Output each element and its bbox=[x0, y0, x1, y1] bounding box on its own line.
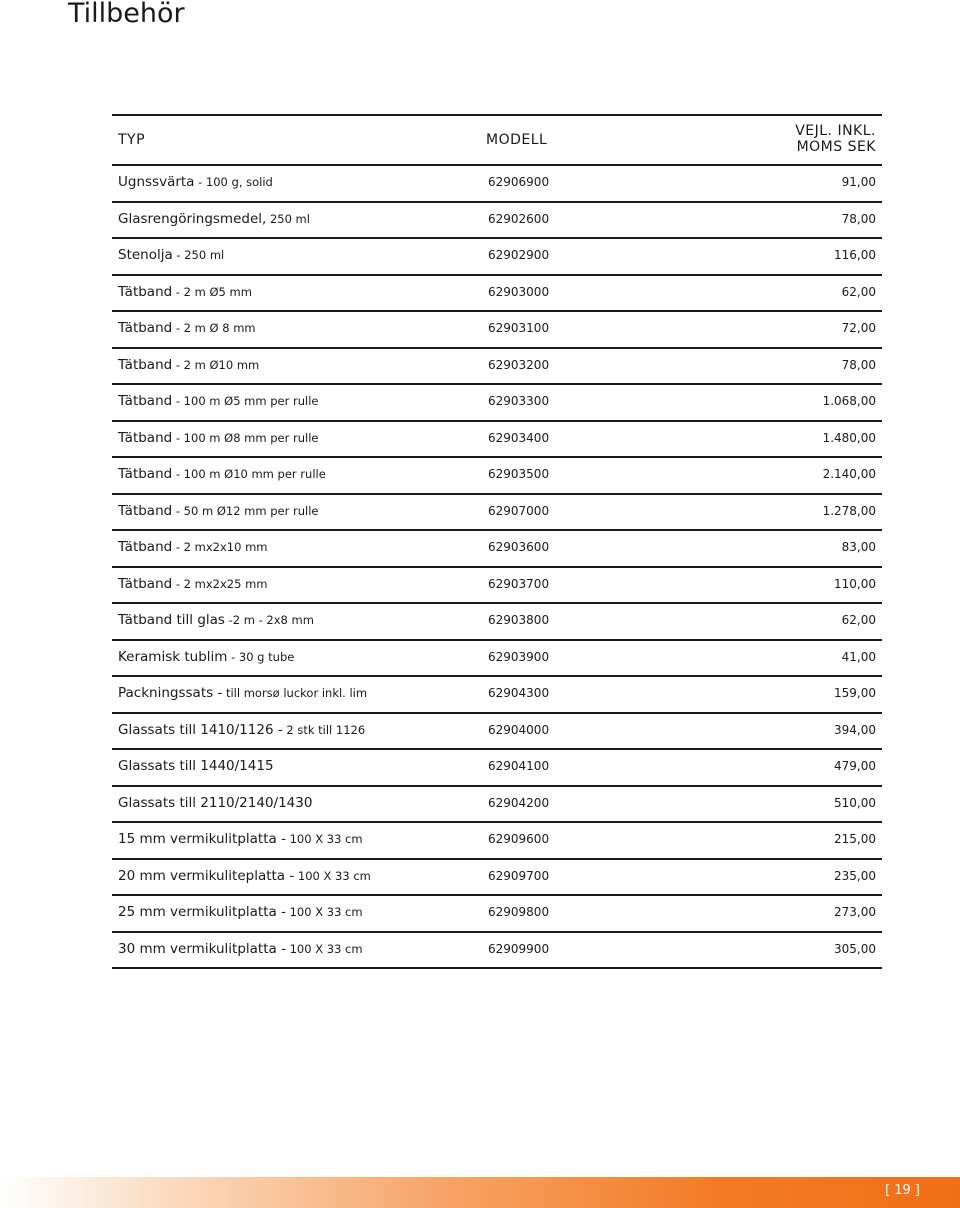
row-price: 159,00 bbox=[834, 686, 876, 700]
row-typ-detail: - 2 mx2x10 mm bbox=[172, 540, 268, 554]
row-price: 215,00 bbox=[834, 832, 876, 846]
row-price: 1.480,00 bbox=[822, 430, 876, 445]
row-typ-name: Glassats till 2110/2140/1430 bbox=[118, 794, 313, 811]
row-modell: 62903300 bbox=[488, 394, 550, 408]
table-row bbox=[112, 641, 882, 678]
row-modell: 62902900 bbox=[488, 248, 550, 262]
row-typ-detail: - 100 m Ø5 mm per rulle bbox=[172, 394, 319, 408]
row-typ bbox=[118, 795, 312, 811]
row-price: 41,00 bbox=[841, 649, 876, 664]
table-row bbox=[112, 750, 882, 787]
row-typ-detail: - 100 m Ø10 mm per rulle bbox=[172, 467, 326, 481]
row-modell: 62909700 bbox=[488, 868, 550, 883]
row-typ-detail: - 2 m Ø10 mm bbox=[172, 357, 260, 372]
row-modell: 62906900 bbox=[488, 175, 550, 189]
row-modell: 62909900 bbox=[488, 941, 550, 956]
row-typ-name: Tätband bbox=[118, 393, 173, 409]
table-row bbox=[112, 933, 882, 970]
row-typ bbox=[118, 430, 318, 446]
row-typ-detail: 100 X 33 cm bbox=[294, 868, 371, 883]
row-modell: 62904300 bbox=[488, 686, 550, 700]
header-price-line2: MOMS SEK bbox=[796, 139, 876, 155]
table-row bbox=[112, 787, 882, 824]
table-header-row bbox=[112, 116, 882, 166]
row-price: 1.278,00 bbox=[822, 503, 876, 518]
row-typ-detail: till morsø luckor inkl. lim bbox=[222, 686, 368, 700]
table-row bbox=[112, 714, 882, 751]
row-price: 394,00 bbox=[834, 722, 876, 737]
row-typ bbox=[118, 503, 318, 519]
row-typ-detail: -2 m - 2x8 mm bbox=[224, 613, 314, 627]
row-typ bbox=[118, 649, 294, 665]
row-price: 235,00 bbox=[834, 868, 876, 883]
table-row bbox=[112, 896, 882, 933]
row-typ-detail: - 2 m Ø5 mm bbox=[172, 284, 252, 299]
row-modell: 62903700 bbox=[488, 576, 550, 591]
row-typ-name: Glassats till 1410/1126 - bbox=[118, 721, 283, 738]
row-modell: 62903800 bbox=[488, 613, 550, 627]
row-typ bbox=[118, 868, 371, 884]
row-price: 1.068,00 bbox=[822, 394, 876, 408]
row-modell: 62903200 bbox=[488, 357, 550, 372]
row-typ bbox=[118, 722, 365, 738]
row-modell: 62909600 bbox=[488, 832, 550, 846]
row-typ-detail: - 2 m Ø 8 mm bbox=[172, 321, 256, 335]
row-modell: 62903600 bbox=[488, 540, 550, 554]
row-typ bbox=[118, 357, 259, 373]
row-typ-name: Tätband bbox=[118, 539, 173, 555]
row-price: 110,00 bbox=[834, 576, 876, 591]
row-typ-detail: - 100 g, solid bbox=[194, 175, 273, 189]
row-typ-name: Glassats till 1440/1415 bbox=[118, 758, 274, 774]
table-row bbox=[112, 312, 882, 349]
row-typ-name: Tätband bbox=[118, 466, 173, 482]
table-row bbox=[112, 349, 882, 386]
row-typ-name: Ugnssvärta bbox=[118, 174, 195, 190]
table-row bbox=[112, 823, 882, 860]
table-row bbox=[112, 458, 882, 495]
table-row bbox=[112, 495, 882, 532]
table-row bbox=[112, 860, 882, 897]
row-price: 116,00 bbox=[834, 248, 876, 262]
row-price: 78,00 bbox=[841, 211, 876, 226]
row-modell: 62902600 bbox=[488, 211, 550, 226]
table-row bbox=[112, 531, 882, 568]
row-typ-name: Tätband bbox=[118, 356, 173, 373]
row-typ-name: Keramisk tublim bbox=[118, 648, 228, 665]
row-typ-name: 15 mm vermikulitplatta - bbox=[118, 831, 286, 847]
row-typ-detail: - 2 mx2x25 mm bbox=[172, 576, 268, 591]
row-typ bbox=[118, 247, 224, 263]
header-typ: TYP bbox=[118, 132, 146, 148]
row-typ bbox=[118, 685, 367, 701]
row-modell: 62903100 bbox=[488, 321, 550, 335]
row-modell: 62903900 bbox=[488, 649, 550, 664]
row-typ bbox=[118, 941, 363, 957]
row-typ bbox=[118, 211, 310, 227]
header-modell: MODELL bbox=[486, 132, 548, 148]
row-price: 510,00 bbox=[834, 795, 876, 810]
row-typ bbox=[118, 758, 274, 774]
row-typ bbox=[118, 831, 363, 847]
row-modell: 62904200 bbox=[488, 795, 550, 810]
row-typ-name: Tätband bbox=[118, 320, 173, 336]
row-typ-name: Stenolja bbox=[118, 247, 173, 263]
table-row bbox=[112, 239, 882, 276]
row-typ-name: 20 mm vermikuliteplatta - bbox=[118, 867, 295, 884]
row-typ-detail: 100 X 33 cm bbox=[285, 905, 363, 919]
row-price: 273,00 bbox=[834, 905, 876, 919]
row-typ-detail: 250 ml bbox=[266, 211, 310, 226]
table-row bbox=[112, 385, 882, 422]
footer-bar bbox=[0, 1177, 960, 1208]
row-typ bbox=[118, 284, 252, 300]
table-row bbox=[112, 276, 882, 313]
row-typ bbox=[118, 174, 273, 190]
row-price: 83,00 bbox=[841, 540, 876, 554]
row-typ-name: 30 mm vermikulitplatta - bbox=[118, 940, 286, 957]
row-typ bbox=[118, 539, 267, 555]
row-typ-detail: 100 X 33 cm bbox=[285, 941, 363, 956]
row-price: 2.140,00 bbox=[822, 467, 876, 481]
row-price: 72,00 bbox=[841, 321, 876, 335]
row-typ-name: Glasrengöringsmedel, bbox=[118, 210, 267, 227]
row-typ bbox=[118, 612, 314, 628]
row-price: 479,00 bbox=[834, 759, 876, 773]
table-row bbox=[112, 568, 882, 605]
table-row bbox=[112, 166, 882, 203]
row-typ-detail: - 30 g tube bbox=[227, 649, 295, 664]
row-price: 91,00 bbox=[841, 175, 876, 189]
row-modell: 62903000 bbox=[488, 284, 550, 299]
page-number: [ 19 ] bbox=[885, 1183, 920, 1198]
row-price: 78,00 bbox=[841, 357, 876, 372]
row-modell: 62909800 bbox=[488, 905, 550, 919]
row-typ-name: 25 mm vermikulitplatta - bbox=[118, 904, 286, 920]
header-price-line1: VEJL. INKL. bbox=[795, 123, 876, 139]
row-typ-name: Tätband bbox=[118, 429, 173, 446]
row-modell: 62903400 bbox=[488, 430, 550, 445]
accessories-table bbox=[112, 114, 882, 969]
row-typ-name: Tätband till glas bbox=[118, 612, 225, 628]
table-row bbox=[112, 203, 882, 240]
row-typ bbox=[118, 904, 363, 920]
row-typ bbox=[118, 466, 326, 482]
row-price: 305,00 bbox=[834, 941, 876, 956]
row-typ-name: Packningssats - bbox=[118, 685, 223, 701]
page-title: Tillbehör bbox=[68, 0, 185, 29]
table-row bbox=[112, 422, 882, 459]
row-typ-name: Tätband bbox=[118, 502, 173, 519]
header-price bbox=[795, 123, 876, 155]
row-typ-detail: 100 X 33 cm bbox=[285, 832, 363, 846]
row-typ bbox=[118, 320, 256, 336]
row-modell: 62904100 bbox=[488, 759, 550, 773]
table-body bbox=[112, 166, 882, 969]
row-price: 62,00 bbox=[841, 613, 876, 627]
row-typ bbox=[118, 576, 267, 592]
row-typ-name: Tätband bbox=[118, 283, 173, 300]
table-row bbox=[112, 677, 882, 714]
row-modell: 62904000 bbox=[488, 722, 550, 737]
row-typ-detail: 2 stk till 1126 bbox=[282, 722, 366, 737]
row-typ-detail: - 250 ml bbox=[172, 248, 225, 262]
table-row bbox=[112, 604, 882, 641]
row-price: 62,00 bbox=[841, 284, 876, 299]
row-typ bbox=[118, 393, 318, 409]
row-modell: 62907000 bbox=[488, 503, 550, 518]
row-typ-detail: - 50 m Ø12 mm per rulle bbox=[172, 503, 319, 518]
row-typ-name: Tätband bbox=[118, 575, 173, 592]
row-modell: 62903500 bbox=[488, 467, 550, 481]
row-typ-detail: - 100 m Ø8 mm per rulle bbox=[172, 430, 319, 445]
